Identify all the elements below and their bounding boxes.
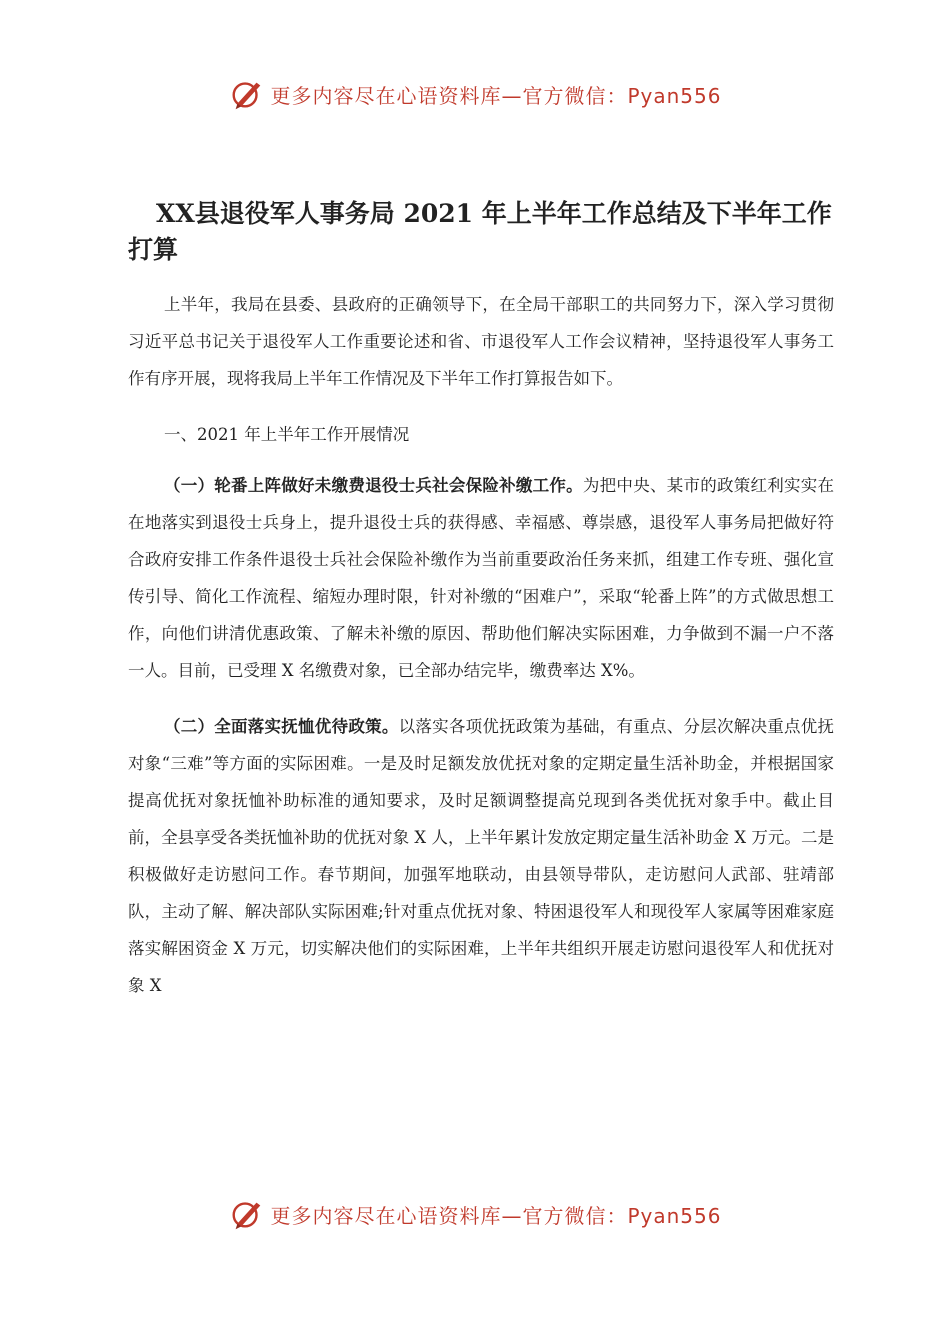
item-2-body: 以落实各项优抚政策为基础，有重点、分层次解决重点优抚对象“三难”等方面的实际困难。一是及时足额发放优抚对象的定期定量生活补助金，并根据国家提高优抚对象抚恤补助标准的通知要求，及时足额调整提高兑现到各类优抚对象手中。截止目前，全县享受各类抚恤补助的优抚对象 X 人，上半年累计发放定期定量生活补助金 X 万元。二是积极做好走访慰问工作。春节期间，加强军地联动，由县领导带队，走访慰问人武部、驻靖部队，主动了解、解决部队实际困难;针对重点优抚对象、特困退役军人和现役军人家属等困难家庭落实解困资金 X 万元，切实解决他们的实际困难，上半年共组织开展走访慰问退役军人和优抚对象 X	[128, 717, 835, 995]
document-title: XX县退役军人事务局 2021 年上半年工作总结及下半年工作打算	[128, 199, 832, 264]
watermark-text: 更多内容尽在心语资料库—官方微信：Pyan556	[270, 1203, 722, 1228]
document-body	[128, 196, 834, 1023]
watermark-banner-bottom	[0, 1192, 950, 1236]
pen-logo-icon	[228, 75, 266, 113]
item-1-body: 为把中央、某市的政策红利实实在在地落实到退役士兵身上，提升退役士兵的获得感、幸福感、尊崇感，退役军人事务局把做好符合政府安排工作条件退役士兵社会保险补缴作为当前重要政治任务来抓，组建工作专班、强化宣传引导、简化工作流程、缩短办理时限，针对补缴的“困难户”，采取“轮番上阵”的方式做思想工作，向他们讲清优惠政策、了解未补缴的原因、帮助他们解决实际困难，力争做到不漏一户不落一人。目前，已受理 X 名缴费对象，已全部办结完毕，缴费率达 X%。	[128, 476, 835, 680]
item-1-heading: （一）轮番上阵做好未缴费退役士兵社会保险补缴工作。	[164, 476, 583, 495]
watermark-text: 更多内容尽在心语资料库—官方微信：Pyan556	[270, 83, 722, 108]
pen-logo-icon	[228, 1195, 266, 1233]
item-2-heading: （二）全面落实抚恤优待政策。	[164, 717, 399, 736]
intro-paragraph: 上半年，我局在县委、县政府的正确领导下，在全局干部职工的共同努力下，深入学习贯彻习近平总书记关于退役军人工作重要论述和省、市退役军人工作会议精神，坚持退役军人事务工作有序开展，现将我局上半年工作情况及下半年工作打算报告如下。	[128, 295, 834, 388]
watermark-banner-top	[0, 72, 950, 116]
item-1-paragraph	[128, 467, 834, 689]
section-heading: 一、2021 年上半年工作开展情况	[164, 425, 410, 444]
item-2-paragraph	[128, 708, 834, 1004]
